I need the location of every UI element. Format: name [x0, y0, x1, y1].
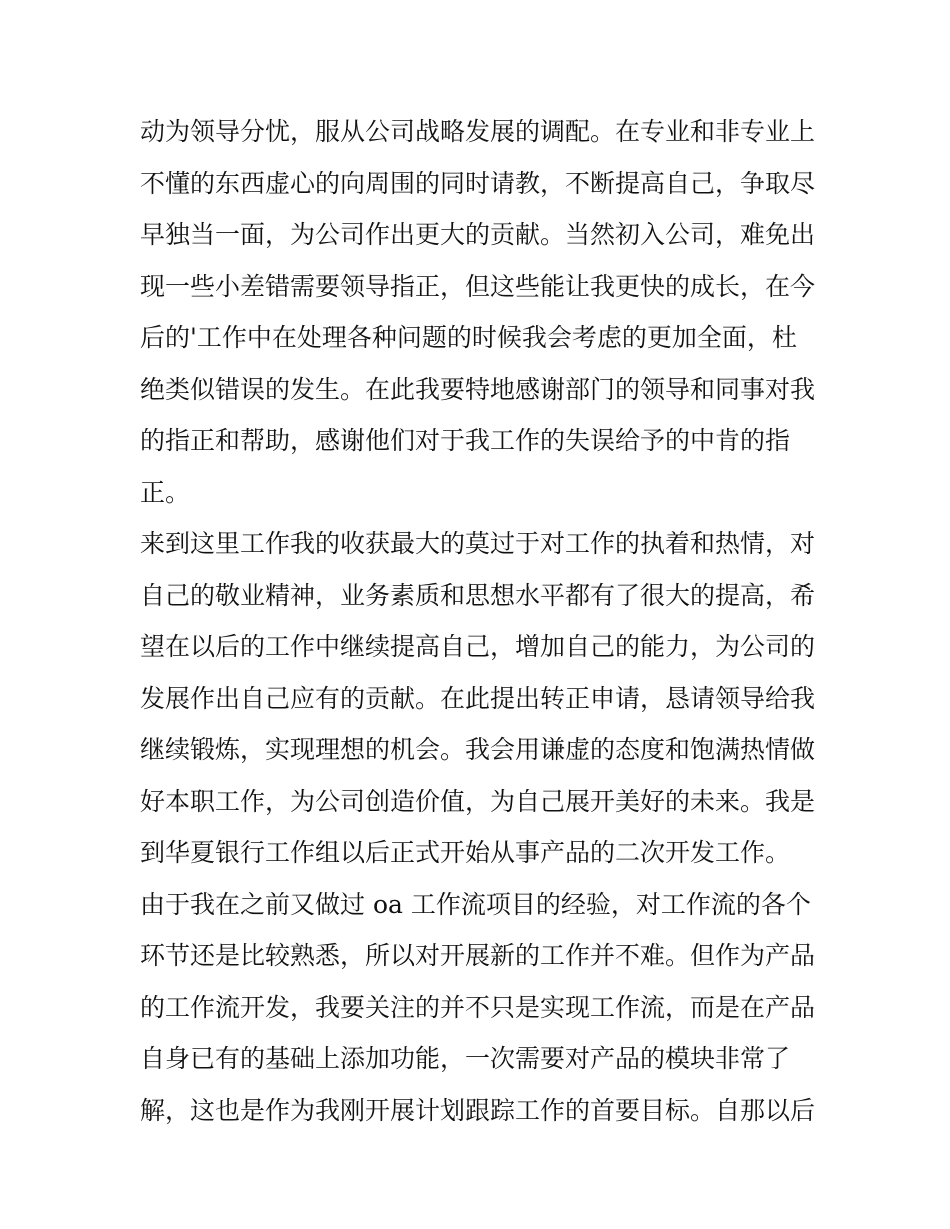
- text-line: 早独当一面，为公司作出更大的贡献。当然初入公司，难免出: [140, 220, 816, 249]
- text-line: 现一些小差错需要领导指正，但这些能让我更快的成长，在今: [140, 271, 816, 301]
- text-line: 发展作出自己应有的贡献。在此提出转正申请，恳请领导给我: [140, 683, 816, 713]
- text-line: 后的'工作中在处理各种问题的时候我会考虑的更加全面，杜: [140, 323, 797, 352]
- text-line: 正。: [140, 477, 191, 507]
- text-line: 的工作流开发，我要关注的并不只是实现工作流，而是在产品: [140, 992, 816, 1022]
- text-line: 自身已有的基础上添加功能，一次需要对产品的模块非常了: [140, 1044, 791, 1073]
- text-line: 环节还是比较熟悉，所以对开展新的工作并不难。但作为产品: [140, 941, 816, 970]
- text-line: 绝类似错误的发生。在此我要特地感谢部门的领导和同事对我: [140, 374, 816, 404]
- text-line: 不懂的东西虚心的向周围的同时请教，不断提高自己，争取尽: [140, 168, 816, 198]
- text-line: 解，这也是作为我刚开展计划跟踪工作的首要目标。自那以后: [140, 1095, 816, 1125]
- body-text: [140, 106, 820, 1136]
- text-line: 望在以后的工作中继续提高自己，增加自己的能力，为公司的: [140, 632, 816, 661]
- text-line: 到华夏银行工作组以后正式开始从事产品的二次开发工作。: [140, 838, 791, 867]
- text-line: 来到这里工作我的收获最大的莫过于对工作的执着和热情，对: [140, 529, 816, 558]
- text-line: 继续锻炼，实现理想的机会。我会用谦虚的态度和饱满热情做: [140, 735, 816, 764]
- text-line: 由于我在之前又做过 oa 工作流项目的经验，对工作流的各个: [140, 889, 811, 919]
- text-line: 的指正和帮助，感谢他们对于我工作的失误给予的中肯的指: [140, 426, 791, 455]
- text-line: 好本职工作，为公司创造价值，为自己展开美好的未来。我是: [140, 786, 816, 816]
- text-line: 动为领导分忧，服从公司战略发展的调配。在专业和非专业上: [140, 117, 816, 146]
- text-line: 自己的敬业精神，业务素质和思想水平都有了很大的提高，希: [140, 580, 816, 610]
